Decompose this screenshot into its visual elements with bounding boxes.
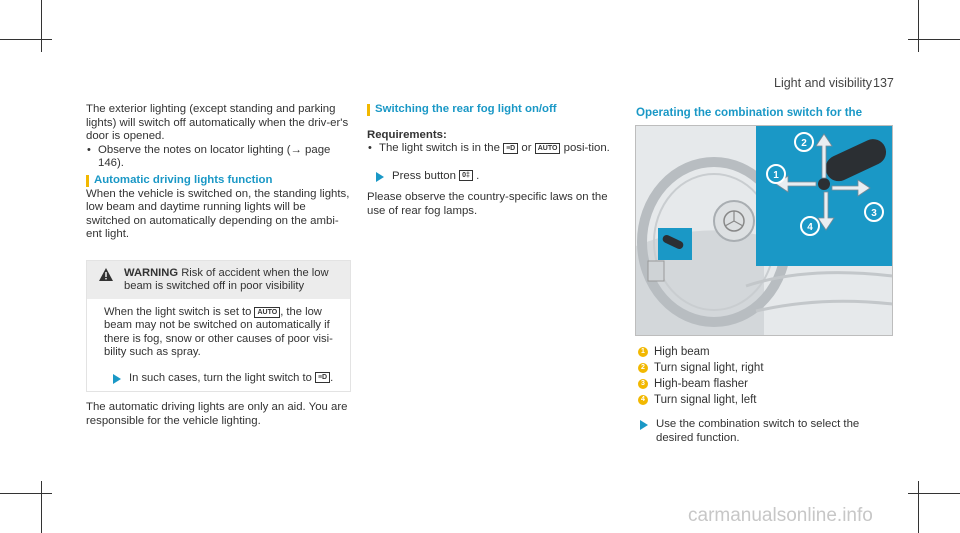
legend-text: High-beam flasher (654, 378, 748, 390)
requirement-text: The light switch is in the (379, 142, 500, 155)
warning-header (87, 261, 350, 299)
requirement-position: posi-tion. (563, 142, 610, 155)
legend-text: Turn signal light, left (654, 394, 757, 406)
legend-number: 4 (638, 395, 648, 405)
crop-mark (908, 39, 960, 40)
legend-text: Turn signal light, right (654, 362, 764, 374)
warning-text-pre: When the light switch is set to (104, 306, 252, 318)
crop-mark (908, 493, 960, 494)
svg-text:3: 3 (871, 208, 877, 219)
step-arrow-icon (113, 374, 121, 384)
crop-mark (0, 39, 52, 40)
auto-light-icon: AUTO (254, 307, 280, 318)
combination-switch-step (631, 418, 896, 445)
crop-mark (0, 493, 52, 494)
warning-step-text: In such cases, turn the light switch to (129, 371, 312, 384)
low-beam-icon: ≡D (315, 372, 330, 383)
fog-light-heading: Switching the rear fog light on/off (367, 103, 617, 117)
legend-item (638, 377, 764, 391)
automatic-lights-heading: Automatic driving lights function (86, 174, 352, 188)
step-end: . (476, 169, 480, 182)
column-left (86, 103, 352, 242)
legend-item (638, 393, 764, 407)
watermark: carmanualsonline.info (688, 505, 873, 526)
warning-box (86, 260, 351, 392)
intro-paragraph: The exterior lighting (except standing and parking lights) will switch off automatically when the driv-er's door is opened. (86, 103, 349, 143)
requirements-label: Requirements: (367, 128, 447, 141)
warning-triangle-icon (99, 268, 113, 281)
rear-fog-light-icon: 0‡ (459, 170, 473, 181)
cockpit-illustration (636, 126, 892, 335)
warning-step-end: . (330, 371, 334, 384)
automatic-lights-body: When the vehicle is switched on, the standing lights, low beam and daytime running lights will be switched on automatically depending on the ambi-ent light. (86, 187, 350, 241)
requirement-bullet (367, 142, 617, 156)
combination-switch-illustration (635, 125, 893, 336)
auto-light-icon: AUTO (535, 143, 561, 154)
svg-text:4: 4 (807, 222, 813, 233)
warning-label: WARNING (124, 267, 179, 279)
legend-item (638, 361, 764, 375)
page-number: 137 (873, 76, 894, 90)
outro-paragraph: The automatic driving lights are only an aid. You are responsible for the vehicle lighting. (86, 401, 348, 427)
low-beam-icon: ≡D (503, 143, 518, 154)
fog-light-note: Please observe the country-specific laws on the use of rear fog lamps. (367, 191, 608, 217)
warning-step (104, 372, 341, 385)
combination-switch-heading-text: Operating the combination switch for the (636, 106, 863, 119)
crop-mark (41, 481, 42, 533)
svg-text:2: 2 (801, 138, 807, 149)
legend-number: 3 (638, 379, 648, 389)
crop-mark (918, 0, 919, 52)
locator-bullet: • Observe the notes on locator lighting (→ page 146). (86, 144, 352, 171)
step-arrow-icon (640, 420, 648, 430)
legend-number: 1 (638, 347, 648, 357)
legend-text: High beam (654, 346, 710, 358)
legend-list (638, 345, 764, 407)
legend-number: 2 (638, 363, 648, 373)
warning-body (87, 299, 350, 385)
section-title: Light and visibility (774, 76, 872, 90)
crop-mark (41, 0, 42, 52)
requirement-or: or (521, 142, 532, 155)
step-arrow-icon (376, 172, 384, 182)
combination-switch-instruction: Use the combination switch to select the desired function. (656, 418, 860, 444)
step-text: Press button (392, 169, 456, 182)
column-middle (367, 103, 617, 219)
legend-item (638, 345, 764, 359)
warning-text-post: , the low beam may not be switched on automatically if there is fog, snow or other causes of poor visi-bility such as spray. (104, 306, 333, 359)
press-button-step (367, 170, 617, 184)
crop-mark (918, 481, 919, 533)
warning-title-text: Risk of accident when the low beam is switched off in poor visibility (124, 267, 329, 293)
svg-text:1: 1 (773, 170, 779, 181)
